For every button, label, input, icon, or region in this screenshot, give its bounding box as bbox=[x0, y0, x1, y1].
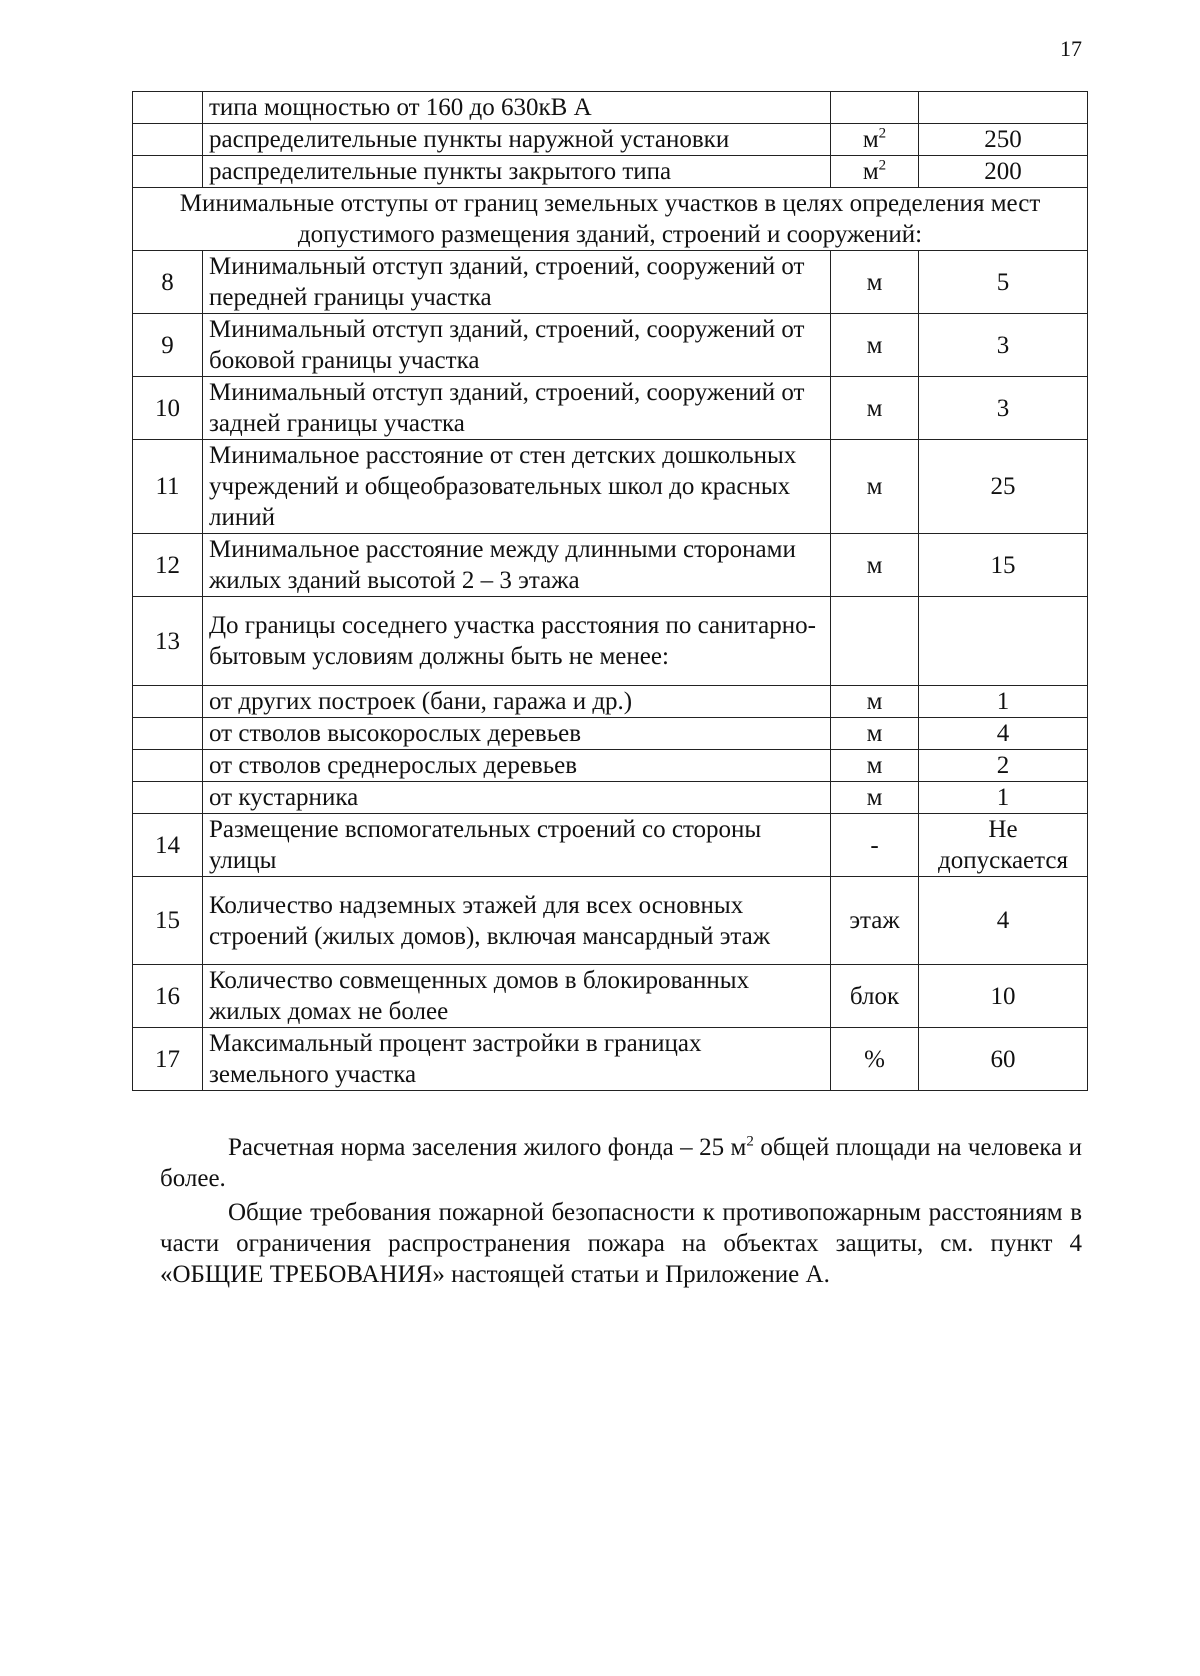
value-cell: 5 bbox=[919, 251, 1088, 314]
parameter-name-cell: Минимальное расстояние между длинными сторонами жилых зданий высотой 2 – 3 этажа bbox=[203, 534, 831, 597]
table-row bbox=[133, 782, 1088, 814]
value-cell: Не допускается bbox=[919, 814, 1088, 877]
row-number-cell: 14 bbox=[133, 814, 203, 877]
table-row bbox=[133, 1028, 1088, 1091]
unit-cell bbox=[831, 156, 919, 188]
parameter-name-cell: распределительные пункты закрытого типа bbox=[203, 156, 831, 188]
unit-text: м bbox=[862, 158, 879, 185]
value-cell: 10 bbox=[919, 965, 1088, 1028]
unit-cell bbox=[831, 92, 919, 124]
row-number-cell: 15 bbox=[133, 877, 203, 965]
unit-text: м bbox=[866, 752, 883, 779]
page-number: 17 bbox=[1060, 36, 1082, 61]
unit-cell bbox=[831, 877, 919, 965]
parameter-name-cell: распределительные пункты наружной установки bbox=[203, 124, 831, 156]
value-cell: 60 bbox=[919, 1028, 1088, 1091]
table-row bbox=[133, 877, 1088, 965]
unit-cell bbox=[831, 782, 919, 814]
value-cell: 3 bbox=[919, 314, 1088, 377]
table-row bbox=[133, 965, 1088, 1028]
square-superscript: 2 bbox=[746, 1133, 754, 1150]
norms-table bbox=[132, 91, 1088, 1091]
table-row bbox=[133, 750, 1088, 782]
parameter-name-cell: от кустарника bbox=[203, 782, 831, 814]
row-number-cell: 16 bbox=[133, 965, 203, 1028]
row-number-cell: 17 bbox=[133, 1028, 203, 1091]
unit-cell bbox=[831, 750, 919, 782]
row-number-cell: 13 bbox=[133, 597, 203, 686]
unit-cell bbox=[831, 814, 919, 877]
unit-cell bbox=[831, 440, 919, 534]
row-number-cell: 11 bbox=[133, 440, 203, 534]
paragraph-population-norm bbox=[160, 1132, 1082, 1194]
unit-text: блок bbox=[849, 982, 900, 1010]
table-row bbox=[133, 377, 1088, 440]
value-cell: 250 bbox=[919, 124, 1088, 156]
unit-cell bbox=[831, 314, 919, 377]
value-cell: 2 bbox=[919, 750, 1088, 782]
parameter-name-cell: типа мощностью от 160 до 630кВ А bbox=[203, 92, 831, 124]
unit-cell bbox=[831, 124, 919, 156]
parameter-name-cell: Количество надземных этажей для всех основных строений (жилых домов), включая мансардный этаж bbox=[203, 877, 831, 965]
unit-text: м bbox=[866, 784, 883, 811]
parameter-name-cell: от других построек (бани, гаража и др.) bbox=[203, 686, 831, 718]
value-cell: 1 bbox=[919, 782, 1088, 814]
table-row bbox=[133, 156, 1088, 188]
row-number-cell bbox=[133, 718, 203, 750]
section-header-cell: Минимальные отступы от границ земельных участков в целях определения мест допустимого размещения зданий, строений и сооружений: bbox=[133, 188, 1088, 251]
norms-table-body bbox=[133, 92, 1088, 1091]
row-number-cell bbox=[133, 686, 203, 718]
parameter-name-cell: Размещение вспомогательных строений со стороны улицы bbox=[203, 814, 831, 877]
unit-text: м bbox=[866, 394, 883, 422]
row-number-cell bbox=[133, 782, 203, 814]
parameter-name-cell: Минимальный отступ зданий, строений, сооружений от передней границы участка bbox=[203, 251, 831, 314]
paragraph-fire-safety bbox=[160, 1197, 1082, 1290]
table-section-row bbox=[133, 188, 1088, 251]
unit-cell bbox=[831, 534, 919, 597]
paragraph-population-norm-text: Расчетная норма заселения жилого фонда – 25 м bbox=[228, 1134, 747, 1161]
unit-text: - bbox=[870, 831, 879, 859]
unit-text: м bbox=[866, 268, 883, 296]
unit-cell bbox=[831, 686, 919, 718]
parameter-name-cell: от стволов высокорослых деревьев bbox=[203, 718, 831, 750]
parameter-name-cell: Количество совмещенных домов в блокированных жилых домах не более bbox=[203, 965, 831, 1028]
unit-superscript: 2 bbox=[878, 125, 887, 142]
unit-text: этаж bbox=[849, 907, 900, 934]
table-row bbox=[133, 534, 1088, 597]
table-row bbox=[133, 92, 1088, 124]
parameter-name-cell: от стволов среднерослых деревьев bbox=[203, 750, 831, 782]
unit-cell bbox=[831, 1028, 919, 1091]
paragraph-population-norm-tail: общей площади на человека и более. bbox=[160, 1134, 1082, 1192]
unit-cell bbox=[831, 718, 919, 750]
value-cell: 15 bbox=[919, 534, 1088, 597]
table-row bbox=[133, 251, 1088, 314]
value-cell: 3 bbox=[919, 377, 1088, 440]
unit-text: м bbox=[862, 126, 879, 153]
value-cell: 200 bbox=[919, 156, 1088, 188]
table-row bbox=[133, 440, 1088, 534]
value-cell: 1 bbox=[919, 686, 1088, 718]
unit-cell bbox=[831, 965, 919, 1028]
unit-text: м bbox=[866, 331, 883, 359]
parameter-name-cell: Минимальный отступ зданий, строений, сооружений от задней границы участка bbox=[203, 377, 831, 440]
value-cell: 25 bbox=[919, 440, 1088, 534]
table-row bbox=[133, 314, 1088, 377]
table-row bbox=[133, 124, 1088, 156]
value-cell: 4 bbox=[919, 718, 1088, 750]
paragraph-fire-safety-text: Общие требования пожарной безопасности к противопожарным расстояниям в части ограничения распространения пожара на объектах защиты, см. пункт 4 «ОБЩИЕ ТРЕБОВАНИЯ» настоящей статьи и Приложение А. bbox=[160, 1199, 1082, 1288]
unit-cell bbox=[831, 597, 919, 686]
row-number-cell bbox=[133, 92, 203, 124]
value-cell: 4 bbox=[919, 877, 1088, 965]
unit-text: % bbox=[864, 1045, 885, 1073]
row-number-cell: 9 bbox=[133, 314, 203, 377]
table-row bbox=[133, 597, 1088, 686]
row-number-cell bbox=[133, 124, 203, 156]
unit-cell bbox=[831, 251, 919, 314]
parameter-name-cell: Минимальное расстояние от стен детских дошкольных учреждений и общеобразовательных школ до красных линий bbox=[203, 440, 831, 534]
unit-text: м bbox=[866, 551, 883, 579]
table-row bbox=[133, 814, 1088, 877]
parameter-name-cell: Минимальный отступ зданий, строений, сооружений от боковой границы участка bbox=[203, 314, 831, 377]
unit-cell bbox=[831, 377, 919, 440]
table-row bbox=[133, 718, 1088, 750]
unit-superscript: 2 bbox=[878, 157, 887, 174]
row-number-cell: 12 bbox=[133, 534, 203, 597]
value-cell bbox=[919, 597, 1088, 686]
unit-text: м bbox=[866, 688, 883, 715]
value-cell bbox=[919, 92, 1088, 124]
parameter-name-cell: До границы соседнего участка расстояния по санитарно-бытовым условиям должны быть не менее: bbox=[203, 597, 831, 686]
row-number-cell: 10 bbox=[133, 377, 203, 440]
unit-text: м bbox=[866, 473, 883, 500]
table-row bbox=[133, 686, 1088, 718]
row-number-cell: 8 bbox=[133, 251, 203, 314]
row-number-cell bbox=[133, 750, 203, 782]
parameter-name-cell: Максимальный процент застройки в границах земельного участка bbox=[203, 1028, 831, 1091]
unit-text: м bbox=[866, 720, 883, 747]
row-number-cell bbox=[133, 156, 203, 188]
